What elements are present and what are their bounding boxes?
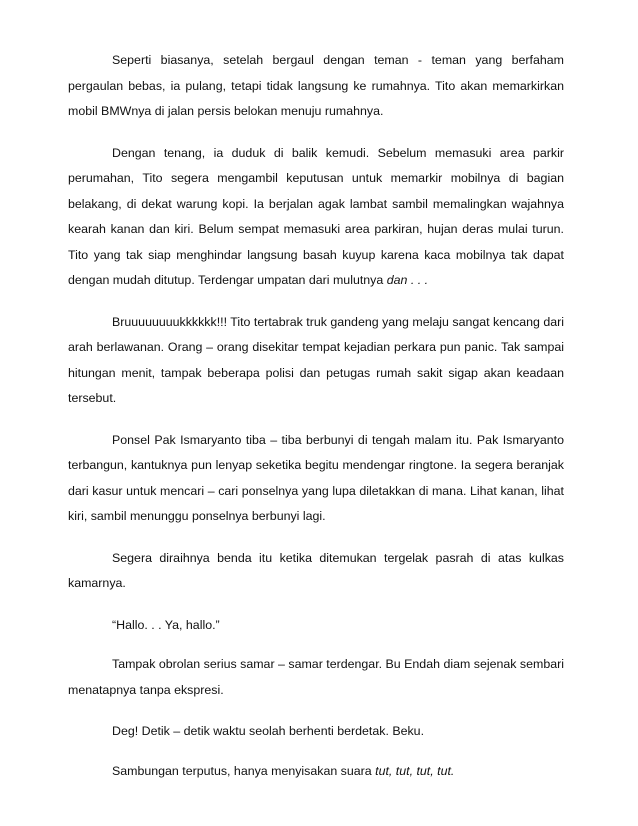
paragraph-8-text: Deg! Detik – detik waktu seolah berhenti berdetak. Beku. bbox=[112, 724, 425, 738]
paragraph-5 bbox=[68, 546, 564, 597]
paragraph-4-text: Ponsel Pak Ismaryanto tiba – tiba berbunyi di tengah malam itu. Pak Ismaryanto terbangun, kantuknya pun lenyap seketika begitu mendengar ringtone. Ia segera beranjak dari kasur untuk mencari – cari ponselnya yang lupa diletakkan di mana. Lihat kanan, lihat kiri, sambil menunggu ponselnya berbunyi lagi. bbox=[68, 432, 564, 523]
paragraph-2-italic: dan . . . bbox=[386, 273, 429, 287]
paragraph-2 bbox=[68, 141, 564, 294]
paragraph-7 bbox=[68, 652, 564, 703]
paragraph-9 bbox=[68, 759, 564, 785]
paragraph-9-italic: tut, tut, tut, tut. bbox=[375, 763, 455, 778]
paragraph-7-text: Tampak obrolan serius samar – samar terdengar. Bu Endah diam sejenak sembari menatapnya tanpa ekspresi. bbox=[68, 657, 564, 697]
paragraph-1 bbox=[68, 48, 564, 125]
paragraph-6 bbox=[68, 613, 564, 639]
paragraph-2-text: Dengan tenang, ia duduk di balik kemudi. Sebelum memasuki area parkir perumahan, Tito segera mengambil keputusan untuk memarkir mobilnya di bagian belakang, di dekat warung kopi. Ia berjalan agak lambat sambil memalingkan wajahnya kearah kanan dan kiri. Belum sempat memasuki area parkiran, hujan deras mulai turun. Tito yang tak siap menghindar langsung basah kuyup karena kaca mobilnya tak dapat dengan mudah ditutup. Terdengar umpatan dari mulutnya bbox=[68, 145, 564, 287]
paragraph-6-text: “Hallo. . . Ya, hallo.” bbox=[112, 617, 220, 632]
paragraph-8 bbox=[68, 719, 564, 745]
paragraph-3-text: Bruuuuuuuukkkkkk!!! Tito tertabrak truk gandeng yang melaju sangat kencang dari arah berlawanan. Orang – orang disekitar tempat kejadian perkara pun panic. Tak sampai hitungan menit, tampak beberapa polisi dan petugas rumah sakit sigap akan keadaan tersebut. bbox=[68, 314, 564, 405]
paragraph-1-text: Seperti biasanya, setelah bergaul dengan teman - teman yang berfaham pergaulan bebas, ia pulang, tetapi tidak langsung ke rumahnya. Tito akan memarkirkan mobil BMWnya di jalan persis belokan menuju rumahnya. bbox=[68, 53, 564, 118]
paragraph-3 bbox=[68, 310, 564, 412]
paragraph-4 bbox=[68, 428, 564, 530]
paragraph-9-text: Sambungan terputus, hanya menyisakan suara bbox=[112, 763, 372, 778]
paragraph-5-text: Segera diraihnya benda itu ketika ditemukan tergelak pasrah di atas kulkas kamarnya. bbox=[68, 550, 564, 590]
